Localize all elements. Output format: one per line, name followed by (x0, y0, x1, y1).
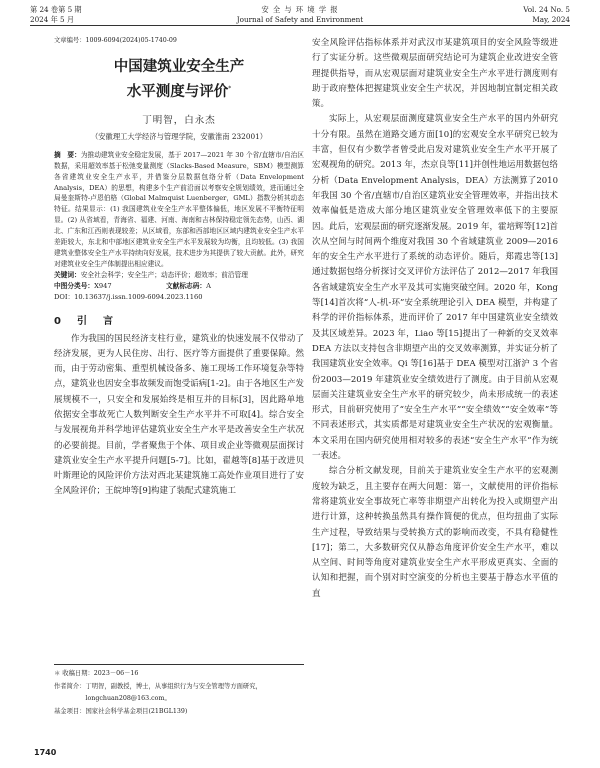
date-cn: 2024 年 5 月 (30, 14, 75, 24)
header-right (523, 5, 570, 24)
abstract (54, 150, 304, 270)
footnote-funding: 基金项目： 国家社会科学基金项目(21BGL139) (54, 707, 188, 715)
volume-issue-en: Vol. 24 No. 5 (523, 5, 570, 14)
authors: 丁明智，白永杰 (142, 114, 216, 126)
article-id: 文章编号：1009-6094(2024)05-1740-09 (54, 37, 177, 44)
date-en: May, 2024 (532, 14, 570, 24)
title-line-1: 中国建筑业安全生产 (113, 59, 245, 75)
affiliation: （安徽理工大学经济与管理学院，安徽淮南 232001） (90, 131, 268, 141)
abstract-text: 为推动建筑业安全稳定发展，基于 2017—2021 年 30 个省/直辖市/自治区数据，采用超效率基于松弛变量测度（Slacks-Based Measure，SBM）模型测算各省建筑业安全生产水平，并借鉴分层数据包络分析（Data Envelopment Analysis，DEA）的思想，构建多个生产前沿面以考察安全规划绩效，进而通过全局曼奎斯特-卢恩伯格（Global Malmquist Luenberger，GML）指数分析其动态特征。结果显示：(1) 我国建筑业安全生产水平整体偏低，地区发展不平衡特征明显。(2) 从省域看，青海省、福建、河南、海南和吉林保持稳定领先态势，山西、湖北、广东和江西则表现较差；从区域看，东部和西部地区区域内建筑业安全生产水平差距较大，东北和中部地区建筑业安全生产水平发展较为均衡，且均较低。(3) 我国建筑业整体安全生产水平持续向好发展，技术进步为其提供了较大贡献。此外，研究对建筑业安全生产体制提出相应建议。 (54, 150, 304, 268)
title-footnote-mark: * (228, 85, 232, 92)
keywords-text: 安全社会科学；安全生产；动态评价；超效率；前沿管理 (80, 270, 248, 279)
intro-paragraph: 作为我国的国民经济支柱行业，建筑业的快速发展不仅带动了经济发展，更为人民住房、出行、医疗等方面提供了重要保障。然而，由于劳动密集、重型机械设备多、施工现场工作环境复杂等特点，建筑业也因安全事故频发而饱受诟病[1-2]。由于各地区生产发展规模不一，只安全和发展始终是相互并的目标[3]，因此路单地依据安全事故死亡人数判断安全生产水平并不可取[4]。综合安全与发展视角并科学地评估建筑业安全生产水平是改善安全生产状况的必要前提。目前，学者聚焦于个体、项目或企业等微观层面探讨建筑业安全生产水平提升问题[5-7]。比如，翟越等[8]基于改进贝叶斯理论的风险评价方法对西北某建筑施工高处作业项目进行了安全风险评价；王皖坤等[9]构建了装配式建筑施工 (54, 333, 304, 497)
right-paragraph-1: 安全风险评估指标体系并对武汉市某建筑项目的安全风险等级进行了实证分析。这些微观层面研究结论可为建筑企业改进安全管理提供指导，而从宏观层面对建筑业安全生产水平进行测度则有助于政府整体把握建筑业安全生产状况，并因地制宜制定相关政策。 (312, 38, 558, 110)
footnote-author: 作者简介： 丁明智，副教授，博士，从事组织行为与安全管理等方面研究，longchuan208@163.com。 (54, 682, 262, 702)
running-header (30, 4, 570, 26)
right-column (312, 36, 558, 602)
abstract-label: 摘 要： (54, 150, 81, 159)
journal-title-cn: 安 全 与 环 境 学 报 (261, 5, 339, 14)
footnote-received: ＊ 收稿日期： 2023－06－16 (54, 670, 139, 677)
volume-issue-cn: 第 24 卷第 5 期 (30, 5, 82, 14)
right-paragraph-2: 实际上，从宏观层面测度建筑业安全生产水平的国内外研究十分有限。虽然在道路交通方面[10]的宏观安全水平研究已较为丰富，但仅有少数学者曾受此启发对建筑业安全生产水平开展了宏观视角的研究。2013 年，杰京良等[11]并创性地运用数据包络分析（Data Envelopment Analysis，DEA）方法测算了2010 年我国 30 个省/直辖市/自治区建筑业安全管理效率，并指出技术效率偏低是造成大部分地区建筑业安全管理效率低下的主要原因。此后，宏观层面的研究逐渐发展。2019 年，霍培辉等[12]首次从空间与时间两个维度对我国 30 个省域建筑业 2009—2016 年的安全生产水平进行了系统的动态评价。随后，郑霞忠等[13]通过数据包络分析探讨交叉评价方法评估了 2012—2017 年我国各省域建筑安全生产水平及其可实施突破空间。2020 年，Kong 等[14]首次将“人-机-环”安全系统理论引入 DEA 模型，并构建了科学的评价指标体系，进而评价了 2017 年中国建筑业安全绩效及其区域差异。2023 年，Liao 等[15]提出了一种新的交叉效率 DEA 方法以支持包含非期望产出的交叉效率测算，并实证分析了我国建筑业安全效率。Qi 等[16]基于 DEA 模型对江浙沪 3 个省份2003—2019 年建筑业安全绩效进行了测度。由于目前从宏观层面关注建筑业安全生产水平的研究较少，尚未形成统一的表述形式，目前研究使用了“安全生产水平”“安全绩效”“安全效率”等不同表述形式，其实质都是对建筑业安全生产状况的宏观衡量。本文采用在国内研究使用相对较多的表述“安全生产水平”作为统一表述。 (312, 114, 558, 462)
doc-code-label: 文献标志码： (166, 281, 207, 290)
clc-label: 中图分类号： (54, 281, 95, 290)
title-line-2: 水平测度与评价* (126, 83, 232, 100)
article-title (54, 57, 304, 103)
header-center (30, 5, 570, 24)
keywords-label: 关键词： (54, 270, 81, 279)
keywords (54, 270, 304, 281)
section-heading-intro: 0 引 言 (54, 315, 116, 327)
footnotes (54, 664, 304, 718)
classification-row (54, 281, 304, 292)
journal-title-en: Journal of Safety and Environment (236, 14, 364, 24)
doc-code-value: A (206, 281, 211, 290)
page-number: 1740 (34, 748, 57, 757)
left-column (54, 36, 304, 500)
clc-value: X947 (94, 281, 112, 290)
doi: DOI：10.13637/j.issn.1009-6094.2023.1160 (54, 292, 203, 301)
right-paragraph-3: 综合分析文献发现，目前关于建筑业安全生产水平的宏观测度较为缺乏，且主要存在两大问题：第一，文献使用的评价指标常将建筑业安全事故死亡率等非期望产出转化为投入或期望产出进行计算，这种转换虽然具有操作简便的优点，但均扭曲了实际生产过程，导致结果与受转换方式的影响而改变，不具有稳健性[17]；第二，大多数研究仅从静态角度评价安全生产水平，难以从空间、时间等角度对建筑业安全生产水平形成更真实、全面的认知和把握，而个别对时空演变的分析也主要基于静态水平值的直 (312, 466, 558, 599)
